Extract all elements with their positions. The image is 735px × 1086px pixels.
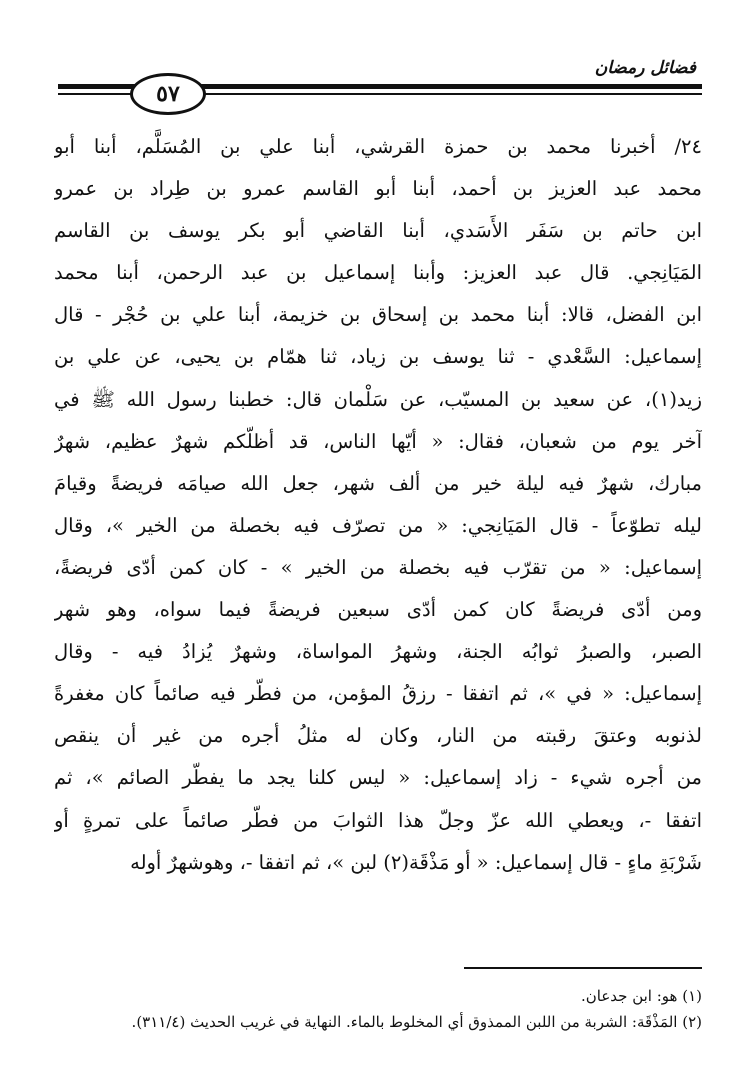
page-number-oval (130, 73, 206, 115)
text-line: الصبر، والصبرُ ثوابُه الجنة، وشهرُ المواساة، وشهرٌ يُزادُ فيه - وقال (54, 640, 702, 664)
page-number: ٥٧ (156, 81, 180, 107)
text-line: محمد عبد العزيز بن أحمد، أبنا أبو القاسم عمرو بن طِراد بن عمرو (54, 177, 702, 201)
footnotes (54, 983, 702, 1035)
text-line: زيد(١)، عن سعيد بن المسيّب، عن سَلْمان قال: خطبنا رسول الله ﷺ في (54, 387, 702, 411)
footnote: (٢) المَذْقَة: الشربة من اللبن الممذوق أي المخلوط بالماء. النهاية في غريب الحديث (٣١١/٤). (131, 1013, 702, 1031)
text-line: ليله تطوّعاً - قال المَيَانِجي: « من تصرّف فيه بخصلة من الخير »، وقال (54, 513, 702, 537)
text-line: مبارك، شهرٌ فيه ليلة خير من ألف شهر، جعل الله صيامَه فريضةً وقيامَ (54, 471, 702, 495)
running-header-title: فضائل رمضان (594, 58, 696, 78)
text-line: شَرْبَةِ ماءٍ - قال إسماعيل: « أو مَذْقَة(٢) لبن »، ثم اتفقا -، وهوشهرٌ أوله (130, 850, 702, 874)
text-line: ٢٤/ أخبرنا محمد بن حمزة القرشي، أبنا علي بن المُسَلَّم، أبنا أبو (54, 135, 702, 158)
main-text (54, 126, 702, 884)
text-line: ومن أدّى فريضةً كان كمن أدّى سبعين فريضةً فيما سواه، وهو شهر (54, 598, 702, 622)
text-line: لذنوبه وعتقَ رقبته من النار، وكان له مثلُ أجره من غير أن ينقص (54, 724, 702, 748)
text-line: إسماعيل: « من تقرّب فيه بخصلة من الخير » - كان كمن أدّى فريضةً، (54, 555, 702, 579)
footnote: (١) هو: ابن جدعان. (580, 987, 702, 1005)
text-line: المَيَانِجي. قال عبد العزيز: وأبنا إسماعيل بن عبد الرحمن، أبنا محمد (54, 261, 702, 285)
text-line: ابن حاتم بن سَفَر الأَسَدي، أبنا القاضي أبو بكر يوسف بن القاسم (54, 219, 702, 243)
text-line: إسماعيل: السَّعْدي - ثنا يوسف بن زياد، ثنا همّام بن يحيى، عن علي بن (54, 345, 702, 369)
text-line: من أجره شيء - زاد إسماعيل: « ليس كلنا يجد ما يفطّر الصائم »، ثم (54, 766, 702, 790)
text-line: آخر يوم من شعبان، فقال: « أيّها الناس، قد أظلّكم شهرٌ عظيم، شهرٌ (54, 429, 702, 453)
footnote-separator (464, 967, 702, 969)
text-line: اتفقا -، ويعطي الله عزّ وجلّ هذا الثوابَ من فطّر صائماً على تمرةٍ أو (54, 808, 702, 832)
text-line: إسماعيل: « في »، ثم اتفقا - رزقُ المؤمن، من فطّر فيه صائماً كان مغفرةً (54, 682, 702, 706)
text-line: ابن الفضل، قالا: أبنا محمد بن إسحاق بن خزيمة، أبنا علي بن حُجْر - قال (54, 303, 702, 327)
